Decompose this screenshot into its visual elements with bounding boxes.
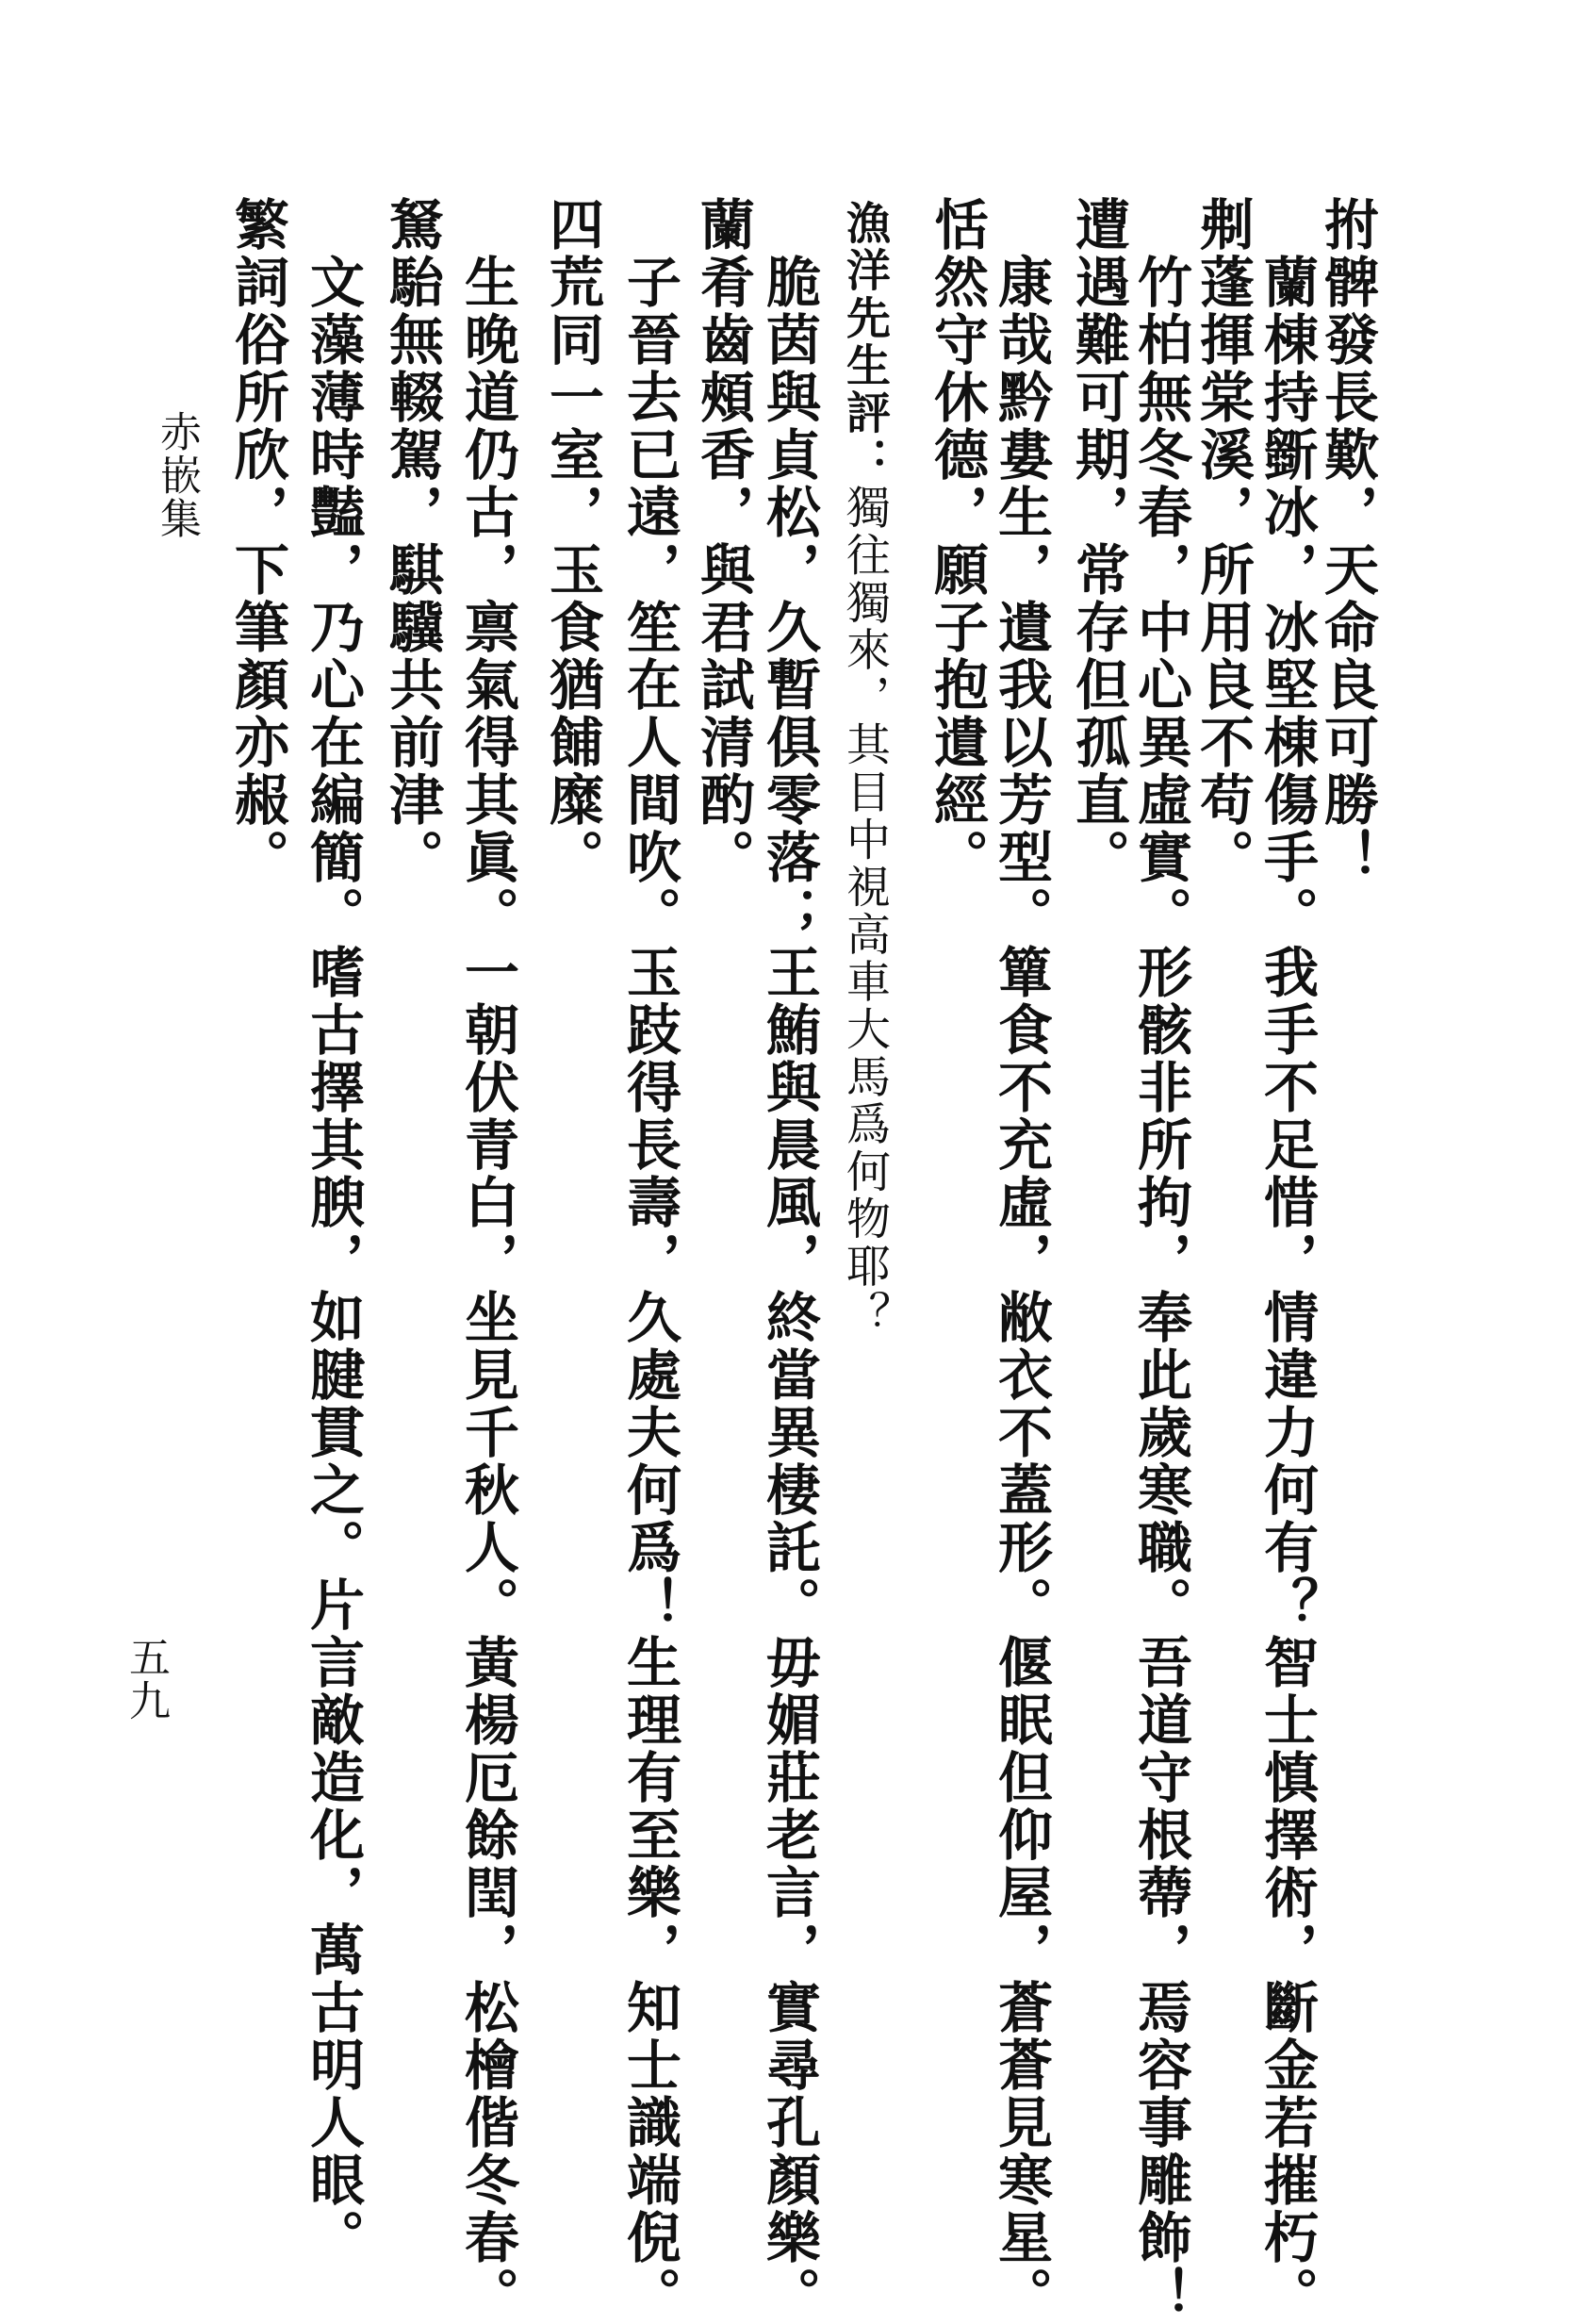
poem-line-6: 康哉黔婁生，遺我以芳型。簞食不充虛，敝衣不蓋形。偃眠但仰屋，蒼蒼見寒星。 [989,196,1053,2324]
poem-line-9: 蘭肴齒頰香，與君試清酌。 [691,196,755,886]
critic-comment-label: 漁洋先生評： [839,200,891,485]
poem-line-10: 子晉去已遠，笙在人間吹。玉跂得長壽，久處夫何爲！生理有至樂，知士識端倪。 [617,196,681,2324]
poem-line-7: 恬然守休德，願子抱遺經。 [925,196,989,886]
poem-line-13: 駑駘無輟駕，騏驥共前津。 [380,196,444,886]
critic-comment-text: 獨往獨來，其目中視高車大馬爲何物耶？ [839,484,891,1339]
poem-line-3: 刜蓬揮棠溪，所用良不苟。 [1190,196,1255,886]
poem-line-11: 四荒同一室，玉食猶餔糜。 [540,196,604,886]
critic-comment [839,200,891,1339]
poem-line-1: 拊髀發長歎，天命良可勝！ [1315,196,1379,886]
page-number: 五九 [122,1636,170,1722]
poem-line-2: 蘭棟持斵冰，冰堅棟傷手。我手不足惜，情違力何有？智士慎擇術，斷金若摧朽。 [1255,196,1319,2324]
poem-line-14: 文藻薄時豔，乃心在編簡。嗜古擇其腴，如腱貫之。片言敵造化，萬古明人眼。 [301,196,365,2266]
poem-line-5: 遭遇難可期，常存但孤直。 [1066,196,1130,886]
poem-line-12: 生晚道仍古，禀氣得其眞。一朝伏青白，坐見千秋人。黃楊厄餘閏，松檜偕冬春。 [455,196,519,2324]
poem-line-15: 繁詞俗所欣，下筆顏亦赧。 [225,196,289,886]
book-title: 赤嵌集 [153,410,201,540]
poem-line-8: 脆茵與貞松，久暫俱零落；王鮪與晨風，終當異棲託。毋媚莊老言，實尋孔顏樂。 [757,196,821,2324]
poem-line-4: 竹柏無冬春，中心異虛實。形骸非所拘，奉此歲寒職。吾道守根蔕，焉容事雕飾！ [1128,196,1192,2324]
